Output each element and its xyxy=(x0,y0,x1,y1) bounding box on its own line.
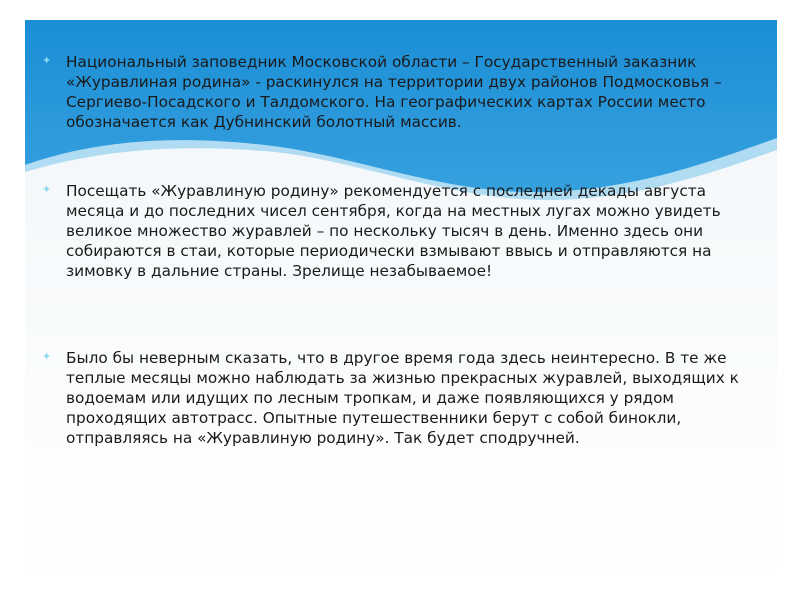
bullet-marker-icon: ✦ xyxy=(42,54,52,67)
bullet-text: Было бы неверным сказать, что в другое время года здесь неинтересно. В те же теплые месяцы можно наблюдать за жизнью прекрасных журавлей, выходящих к водоемам или идущих по лесным тропкам, и даже появляющихся у рядом проходящих автотрасс. Опытные путешественники берут с собой бинокли, отправляясь на «Журавлиную родину». Так будет сподручней. xyxy=(66,349,739,447)
bullet-marker-icon: ✦ xyxy=(42,350,52,363)
slide xyxy=(25,20,777,585)
bullet-marker-icon: ✦ xyxy=(42,183,52,196)
bullet-text: Национальный заповедник Московской области – Государственный заказник «Журавлиная родина» - раскинулся на территории двух районов Подмосковья – Сергиево-Посадского и Талдомского. На географических картах России место обозначается как Дубнинский болотный массив. xyxy=(66,53,722,131)
slide-content xyxy=(25,20,777,585)
bullet-text: Посещать «Журавлиную родину» рекомендуется с последней декады августа месяца и до последних чисел сентября, когда на местных лугах можно увидеть великое множество журавлей – по нескольку тысяч в день. Именно здесь они собираются в стаи, которые периодически взмывают ввысь и отправляются на зимовку в дальние страны. Зрелище незабываемое! xyxy=(66,182,721,280)
